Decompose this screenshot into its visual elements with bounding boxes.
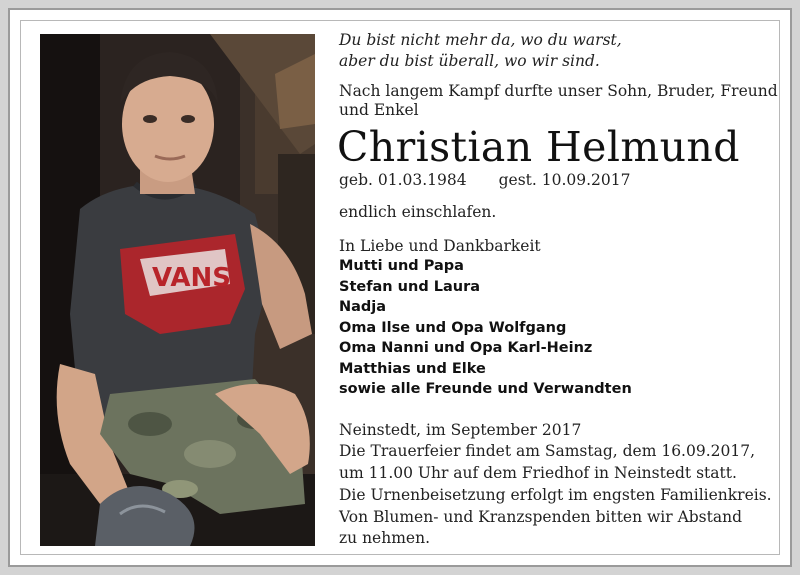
mourner-item: Oma Ilse und Opa Wolfgang: [339, 319, 567, 336]
mourners-list: [339, 256, 779, 400]
life-dates: [339, 170, 779, 190]
notice-line: Die Trauerfeier findet am Samstag, dem 16.09.2017,: [339, 442, 756, 461]
notice-line: um 11.00 Uhr auf dem Friedhof in Neinstedt statt.: [339, 464, 737, 483]
notice-line: Von Blumen- und Kranzspenden bitten wir Abstand: [339, 507, 743, 526]
mourner-item: Stefan und Laura: [339, 278, 481, 295]
funeral-notice: [339, 420, 779, 551]
shirt-print-text: VANS: [152, 263, 231, 293]
mourner-item: Mutti und Papa: [339, 258, 464, 274]
quote-line-1: Du bist nicht mehr da, wo du warst,: [339, 31, 622, 49]
mourner-item: Matthias und Elke: [339, 360, 486, 377]
portrait-illustration: [40, 34, 315, 546]
quote-line-2: aber du bist überall, wo wir sind.: [339, 52, 600, 70]
memorial-quote: [339, 30, 779, 72]
notice-line: zu nehmen.: [339, 529, 430, 548]
obituary-text: [339, 30, 779, 550]
portrait-photo: [40, 34, 315, 546]
deceased-name: Christian Helmund: [337, 123, 740, 171]
mourner-item: Oma Nanni und Opa Karl-Heinz: [339, 340, 593, 356]
mourner-item: sowie alle Freunde und Verwandten: [339, 381, 632, 397]
death-date: gest. 10.09.2017: [498, 171, 631, 189]
mourner-item: Nadja: [339, 299, 387, 315]
passing-text: endlich einschlafen.: [339, 203, 497, 221]
love-line: In Liebe und Dankbarkeit: [339, 237, 541, 255]
shirt-print: [120, 234, 245, 334]
notice-line: Die Urnenbeisetzung erfolgt im engsten Familienkreis.: [339, 485, 772, 504]
birth-date: geb. 01.03.1984: [339, 171, 467, 189]
notice-line: Neinstedt, im September 2017: [339, 420, 582, 439]
intro-text: Nach langem Kampf durfte unser Sohn, Bruder, Freund und Enkel: [339, 82, 778, 119]
